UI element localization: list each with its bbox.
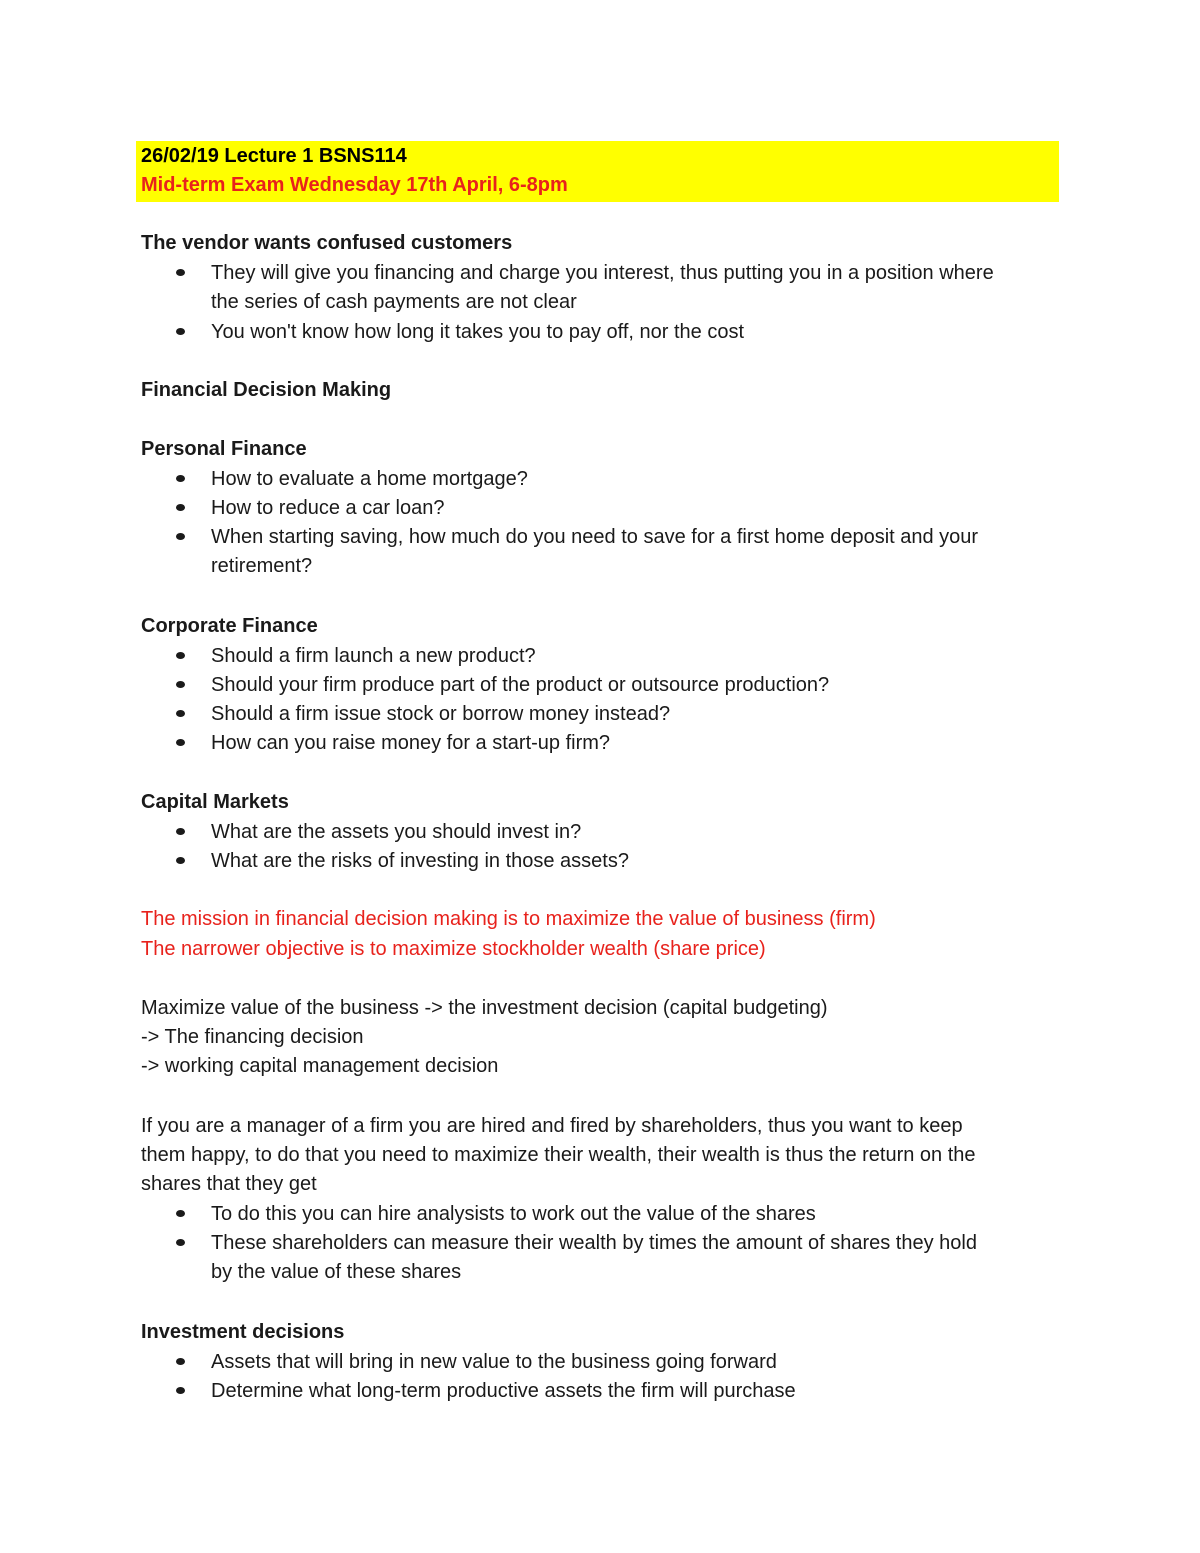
bullet-text-continued: the series of cash payments are not clear — [211, 291, 577, 313]
exam-note: Mid-term Exam Wednesday 17th April, 6-8pm — [141, 174, 568, 196]
section-heading-investment: Investment decisions — [141, 1321, 345, 1343]
section-heading-vendor: The vendor wants confused customers — [141, 232, 513, 254]
paragraph-line: shares that they get — [141, 1173, 317, 1195]
paragraph-line: -> The financing decision — [141, 1026, 364, 1048]
bullet-text: When starting saving, how much do you need to save for a first home deposit and your — [211, 526, 979, 548]
bullet-text: Determine what long-term productive assets the firm will purchase — [211, 1380, 796, 1402]
bullet-icon — [176, 1358, 185, 1365]
bullet-icon — [176, 475, 185, 482]
lecture-title: 26/02/19 Lecture 1 BSNS114 — [141, 145, 407, 167]
bullet-text: How to reduce a car loan? — [211, 497, 445, 519]
paragraph-line: them happy, to do that you need to maximize their wealth, their wealth is thus the return on the — [141, 1144, 976, 1166]
bullet-text: How to evaluate a home mortgage? — [211, 468, 528, 490]
bullet-icon — [176, 269, 185, 276]
paragraph-line: Maximize value of the business -> the investment decision (capital budgeting) — [141, 997, 828, 1019]
section-heading-capital: Capital Markets — [141, 791, 289, 813]
section-heading-corporate: Corporate Finance — [141, 615, 318, 637]
bullet-text: They will give you financing and charge you interest, thus putting you in a position where — [211, 262, 994, 284]
bullet-text: What are the risks of investing in those assets? — [211, 850, 629, 872]
bullet-icon — [176, 1387, 185, 1394]
bullet-icon — [176, 828, 185, 835]
bullet-text: These shareholders can measure their wealth by times the amount of shares they hold — [211, 1232, 977, 1254]
bullet-icon — [176, 533, 185, 540]
bullet-icon — [176, 652, 185, 659]
bullet-text: Should your firm produce part of the product or outsource production? — [211, 674, 830, 696]
bullet-icon — [176, 328, 185, 335]
section-heading-personal: Personal Finance — [141, 438, 307, 460]
bullet-text: To do this you can hire analysists to work out the value of the shares — [211, 1203, 816, 1225]
bullet-text: What are the assets you should invest in? — [211, 821, 582, 843]
bullet-icon — [176, 1239, 185, 1246]
bullet-text: Should a firm issue stock or borrow money instead? — [211, 703, 671, 725]
bullet-icon — [176, 1210, 185, 1217]
mission-statement: The mission in financial decision making is to maximize the value of business (firm) — [141, 908, 876, 930]
bullet-icon — [176, 710, 185, 717]
paragraph-line: If you are a manager of a firm you are hired and fired by shareholders, thus you want to keep — [141, 1115, 963, 1137]
bullet-icon — [176, 857, 185, 864]
paragraph-line: -> working capital management decision — [141, 1055, 499, 1077]
bullet-icon — [176, 504, 185, 511]
bullet-text-continued: by the value of these shares — [211, 1261, 462, 1283]
bullet-icon — [176, 681, 185, 688]
bullet-text: Should a firm launch a new product? — [211, 645, 536, 667]
bullet-text: You won't know how long it takes you to pay off, nor the cost — [211, 321, 745, 343]
bullet-text: Assets that will bring in new value to the business going forward — [211, 1351, 777, 1373]
objective-statement: The narrower objective is to maximize stockholder wealth (share price) — [141, 938, 766, 960]
section-heading-fdm: Financial Decision Making — [141, 379, 392, 401]
bullet-text: How can you raise money for a start-up firm? — [211, 732, 611, 754]
bullet-icon — [176, 739, 185, 746]
bullet-text-continued: retirement? — [211, 555, 313, 577]
